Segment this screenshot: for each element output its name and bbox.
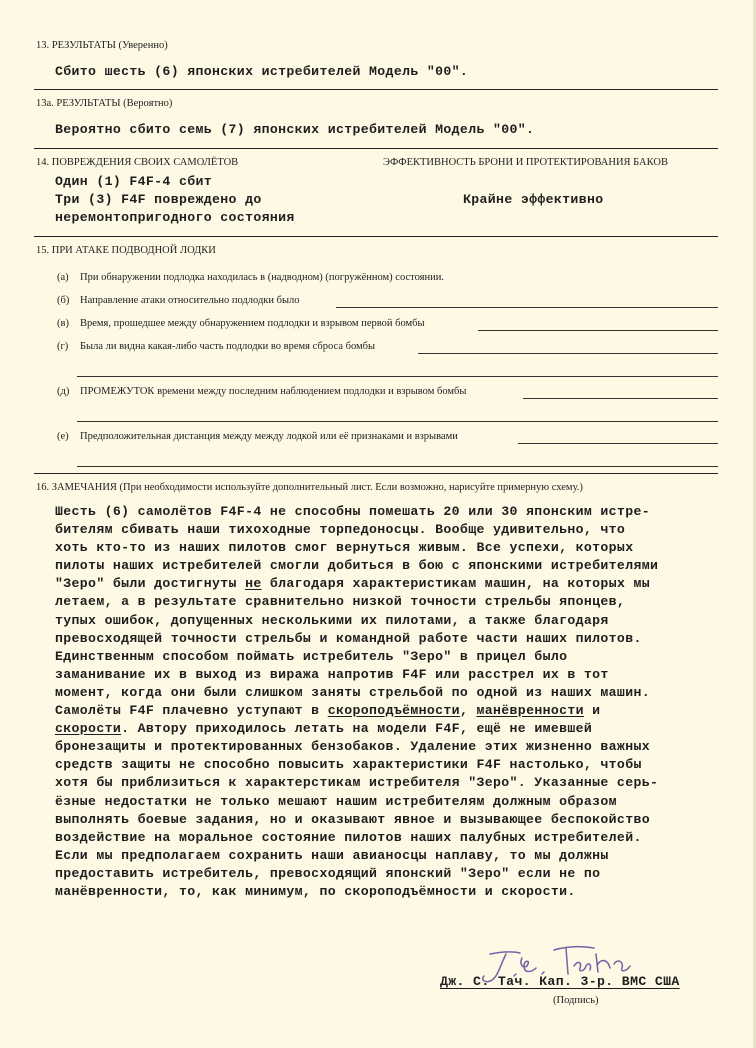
item-b-text: Направление атаки относительно подлодки было	[80, 295, 300, 306]
underlined-emphasis: скороподъёмности	[327, 703, 460, 719]
remarks-line: бронезащиты и протектированных бензобаков. Удаление этих жизненно важных	[55, 739, 650, 755]
item-c-fill-line	[478, 330, 718, 331]
remarks-line: Самолёты F4F плачевно уступают в скороподъёмности, манёвренности и	[55, 703, 601, 719]
item-c-letter: (в)	[57, 318, 69, 329]
underlined-emphasis: скорости	[55, 721, 122, 737]
item-b-fill-line	[336, 307, 718, 308]
divider	[34, 473, 718, 474]
item-a-letter: (а)	[57, 272, 69, 283]
remarks-line: ёзные недостатки не только мешают нашим истребителям должным образом	[55, 793, 617, 809]
remarks-line: скорости. Автору приходилось летать на модели F4F, ещё не имевшей	[55, 721, 593, 737]
section-13-text: Сбито шесть (6) японских истребителей Модель "00".	[55, 64, 469, 79]
remarks-line: предоставить истребитель, превосходящий японский "Зеро" если не по	[55, 865, 601, 881]
item-e-fill-line	[523, 398, 718, 399]
remarks-line: заманивание их в выход из виража напротив F4F или расстрел их в тот	[55, 666, 609, 682]
section-13a-text: Вероятно сбито семь (7) японских истребителей Модель "00".	[55, 122, 535, 137]
section-16-label: 16. ЗАМЕЧАНИЯ (При необходимости используйте дополнительный лист. Если возможно, нарисуйте примерную схему.)	[36, 482, 583, 493]
section-13a-label: 13а. РЕЗУЛЬТАТЫ (Вероятно)	[36, 98, 173, 109]
item-f-letter: (е)	[57, 431, 69, 442]
remarks-line: Единственным способом поймать истребитель "Зеро" в прицел было	[55, 648, 568, 664]
armor-effectiveness-value: Крайне эффективно	[463, 192, 604, 207]
signature-name: Дж. С. Тач. Кап. 3-р. ВМС США	[440, 974, 680, 989]
remarks-line: Шесть (6) самолётов F4F-4 не способны помешать 20 или 30 японским истре-	[55, 504, 650, 519]
damage-line-3: неремонтопригодного состояния	[55, 210, 295, 225]
item-c-text: Время, прошедшее между обнаружением подлодки и взрывом первой бомбы	[80, 318, 425, 329]
divider	[34, 236, 718, 237]
section-15-label: 15. ПРИ АТАКЕ ПОДВОДНОЙ ЛОДКИ	[36, 245, 216, 256]
remarks-line: выполнять боевые задания, но и оказывают явное и вызывающее беспокойство	[55, 811, 650, 827]
remarks-line: пилоты наших истребителей смогли добиться в бою с японскими истребителями	[55, 558, 659, 574]
item-b-letter: (б)	[57, 295, 70, 306]
item-d-letter: (г)	[57, 341, 69, 352]
item-a-text: При обнаружении подлодка находилась в (надводном) (погружённом) состоянии.	[80, 272, 444, 283]
remarks-line: Если мы предполагаем сохранить наши авианосцы наплаву, то мы должны	[55, 847, 609, 863]
item-e-letter: (д)	[57, 386, 70, 397]
remarks-line: хотя бы приблизиться к характерстикам истребителя "Зеро". Указанные серь-	[55, 775, 659, 791]
remarks-line: летаем, а в результате сравнительно низкой точности стрельбы японцев,	[55, 594, 626, 610]
section-13-label: 13. РЕЗУЛЬТАТЫ (Уверенно)	[36, 40, 168, 51]
signature-caption: (Подпись)	[553, 995, 599, 1006]
item-f-fill-line	[518, 443, 718, 444]
remarks-line: момент, когда они были слишком заняты стрельбой по одной из наших машин.	[55, 684, 650, 700]
remarks-line: тупых ошибок, допущенных несколькими их пилотами, а также благодаря	[55, 612, 609, 628]
remarks-line: превосходящей точности стрельбы и командной работе части наших пилотов.	[55, 630, 642, 646]
remarks-line: средств защиты не способно повысить характеристики F4F настолько, чтобы	[55, 757, 642, 773]
section-14-label: 14. ПОВРЕЖДЕНИЯ СВОИХ САМОЛЁТОВ	[36, 157, 239, 168]
item-f-fill-line-2	[77, 466, 718, 467]
damage-line-2: Три (3) F4F повреждено до	[55, 192, 262, 207]
underlined-emphasis: манёвренности	[476, 703, 584, 719]
damage-line-1: Один (1) F4F-4 сбит	[55, 174, 213, 189]
remarks-line: манёвренности, то, как минимум, по скороподъёмности и скорости.	[55, 883, 576, 899]
divider	[34, 148, 718, 149]
remarks-line: "Зеро" были достигнуты не благодаря характеристикам машин, на которых мы	[55, 576, 651, 592]
item-e-fill-line-2	[77, 421, 718, 422]
item-d-fill-line-2	[77, 376, 718, 377]
item-d-fill-line	[418, 353, 718, 354]
remarks-line: бителям сбивать наши тихоходные торпедоносцы. Вообще удивительно, что	[55, 522, 626, 538]
divider	[34, 89, 718, 90]
remarks-line: хоть кто-то из наших пилотов смог вернуться живым. Все успехи, которых	[55, 540, 634, 556]
item-d-text: Была ли видна какая-либо часть подлодки во время сброса бомбы	[80, 341, 376, 352]
remarks-text	[55, 503, 735, 901]
item-e-text: ПРОМЕЖУТОК времени между последним наблюдением подлодки и взрывом бомбы	[80, 386, 467, 397]
remarks-line: воздействие на моральное состояние пилотов наших палубных истребителей.	[55, 829, 642, 845]
item-f-text: Предположительная дистанция между между лодкой или её признаками и взрывами	[80, 431, 458, 442]
underlined-emphasis: не	[245, 576, 262, 592]
armor-effectiveness-label: ЭФФЕКТИВНОСТЬ БРОНИ И ПРОТЕКТИРОВАНИЯ БАКОВ	[383, 157, 668, 168]
